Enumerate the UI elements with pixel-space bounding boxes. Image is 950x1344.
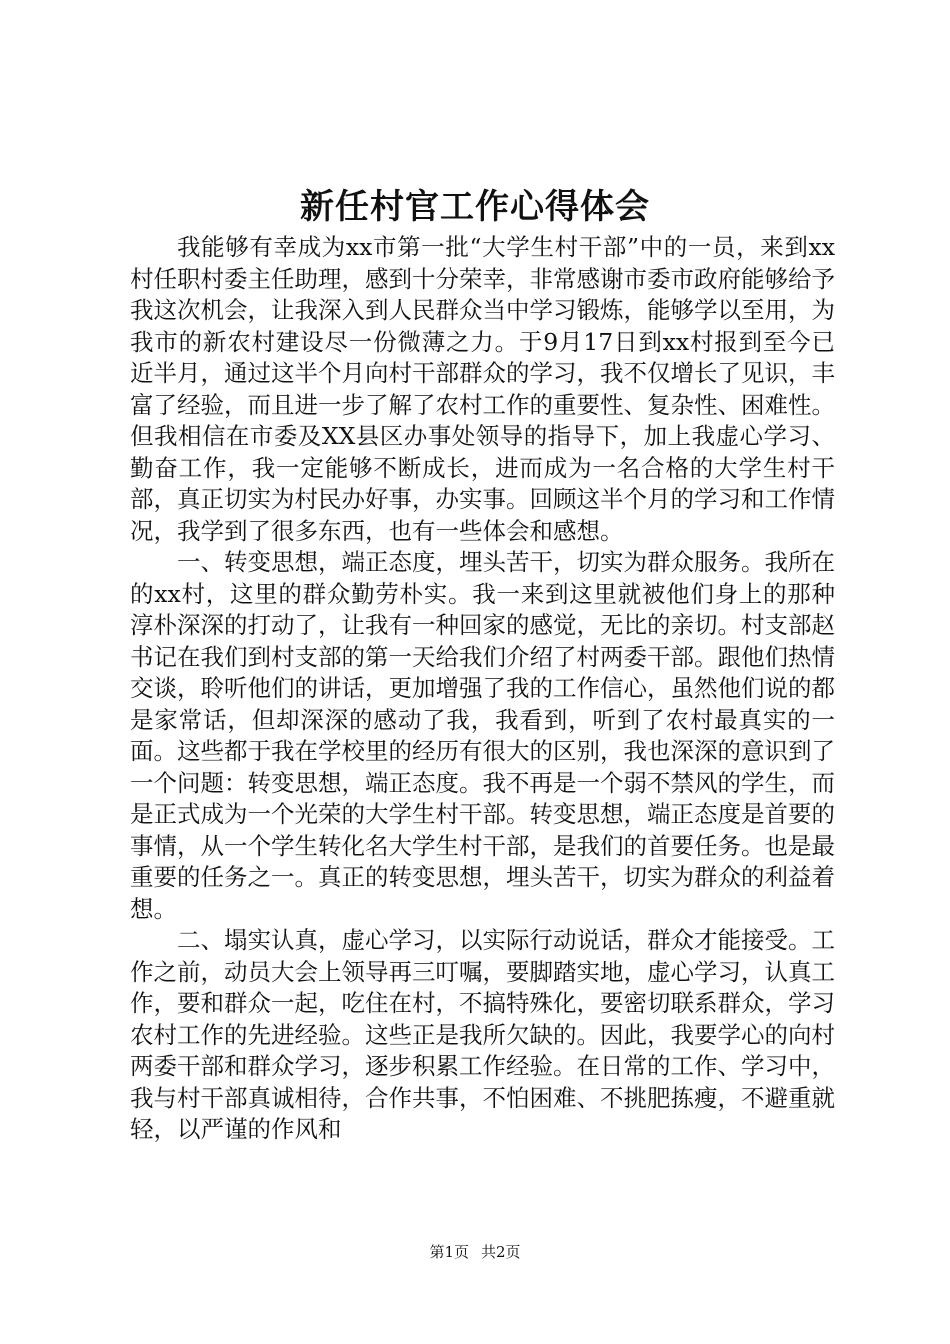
paragraph-section-2: 二、塌实认真，虚心学习，以实际行动说话，群众才能接受。工作之前，动员大会上领导再三叮嘱，要脚踏实地，虚心学习，认真工作，要和群众一起，吃住在村，不搞特殊化，要密切联系群众，学习农村工作的先进经验。这些正是我所欠缺的。因此，我要学心的向村两委干部和群众学习，逐步积累工作经验。在日常的工作、学习中，我与村干部真诚相待，合作共事，不怕困难、不挑肥拣瘦，不避重就轻，以严谨的作风和 xyxy=(130,926,835,1143)
page-footer xyxy=(0,1242,950,1262)
document-title: 新任村官工作心得体会 xyxy=(300,187,650,227)
paragraph-intro: 我能够有幸成为xx市第一批“大学生村干部”中的一员，来到xx村任职村委主任助理，感到十分荣幸，非常感谢市委市政府能够给予我这次机会，让我深入到人民群众当中学习锻炼，能够学以至用，为我市的新农村建设尽一份微薄之力。于9月17日到xx村报到至今已近半月，通过这半个月向村干部群众的学习，我不仅增长了见识，丰富了经验，而且进一步了解了农村工作的重要性、复杂性、困难性。但我相信在市委及XX县区办事处领导的指导下，加上我虚心学习、勤奋工作，我一定能够不断成长，进而成为一名合格的大学生村干部，真正切实为村民办好事，办实事。回顾这半个月的学习和工作情况，我学到了很多东西，也有一些体会和感想。 xyxy=(130,233,835,545)
paragraph-section-1: 一、转变思想，端正态度，埋头苦干，切实为群众服务。我所在的xx村，这里的群众勤劳朴实。我一来到这里就被他们身上的那种淳朴深深的打动了，让我有一种回家的感觉，无比的亲切。村支部赵书记在我们到村支部的第一天给我们介绍了村两委干部。跟他们热情交谈，聆听他们的讲话，更加增强了我的工作信心，虽然他们说的都是家常话，但却深深的感动了我，我看到，听到了农村最真实的一面。这些都于我在学校里的经历有很大的区别，我也深深的意识到了一个问题：转变思想，端正态度。我不再是一个弱不禁风的学生，而是正式成为一个光荣的大学生村干部。转变思想，端正态度是首要的事情，从一个学生转化名大学生村干部，是我们的首要任务。也是最重要的任务之一。真正的转变思想，埋头苦干，切实为群众的利益着想。 xyxy=(130,548,835,923)
page-total: 共2页 xyxy=(481,1243,521,1261)
page-number: 第1页 xyxy=(429,1243,469,1261)
document-body xyxy=(130,232,835,1146)
